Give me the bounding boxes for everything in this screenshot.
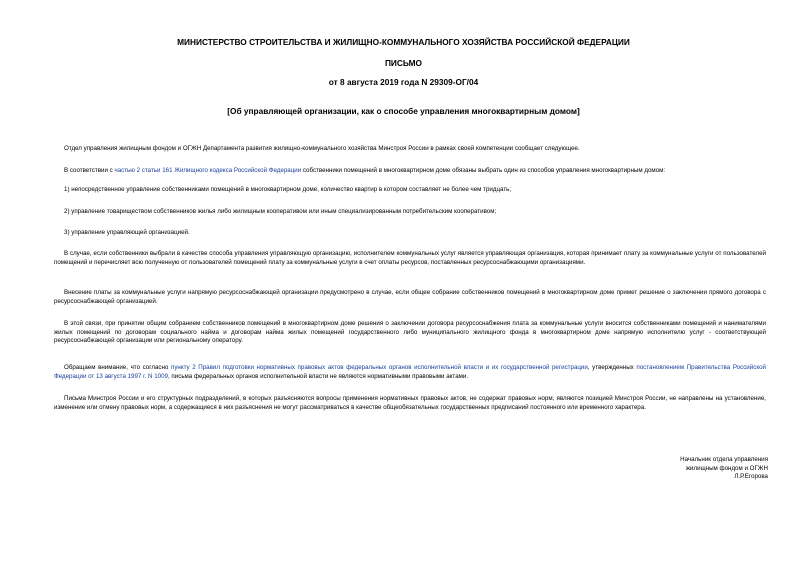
signature-position-line2: жилищным фондом и ОГЖН [685, 464, 768, 472]
paragraph-text: Обращаем внимание, что согласно [64, 364, 171, 371]
ministry-title: МИНИСТЕРСТВО СТРОИТЕЛЬСТВА И ЖИЛИЩНО-КОММУНАЛЬНОГО ХОЗЯЙСТВА РОССИЙСКОЙ ФЕДЕРАЦИИ [177, 37, 630, 47]
paragraph-text: , утвержденных [587, 364, 637, 371]
signature-name: Л.Р.Егорова [734, 473, 768, 481]
paragraph-intro: Отдел управления жилищным фондом и ОГЖН Департамента развития жилищно-коммунального хозяйства Минстроя России в рамках своей компетенции сообщает следующее. [64, 145, 580, 152]
document-type: ПИСЬМО [384, 58, 423, 68]
housing-code-link[interactable]: частью 2 статьи 161 Жилищного кодекса Российской Федерации [114, 167, 302, 174]
paragraph-letters-explanation: Письма Минстроя России и его структурных подразделений, в которых разъясняются вопросы применения нормативных правовых актов, не содержат правовых норм, являются позицией Минстроя России, не направлены на установление, изменение или отмену правовых норм, а содержащиеся в них разъяснения не могут рассматриваться в качестве общеобязательных государственных предписаний постоянного или временного характера. [54, 395, 766, 411]
paragraph-legal-basis [54, 167, 766, 176]
paragraph-utility-payments: В случае, если собственники выбрали в качестве способа управления управляющую организацию, исполнителем коммунальных услуг является управляющая организация, которая принимает плату за коммунальные услуги от пользователей помещений и перечисляет всю полученную от пользователей помещений плату за коммунальные услуги в счет оплаты ресурсов, поставленных ресурсоснабжающими организациями. [54, 250, 766, 266]
paragraph-direct-payment: Внесение платы за коммунальные услуги напрямую ресурсоснабжающей организации предусмотрено в случае, если общее собрание собственников помещений в многоквартирном доме примет решение о заключении прямого договора с ресурсоснабжающей организацией. [54, 289, 766, 305]
rules-link[interactable]: пункту 2 Правил подготовки нормативных правовых актов федеральных органов исполнительной власти и их государственной регистрации [170, 364, 588, 371]
document-subject: [Об управляющей организации, как о способе управления многоквартирным домом] [227, 106, 580, 116]
signature-position-line1: Начальник отдела управления [680, 456, 768, 463]
paragraph-text: собственники помещений в многоквартирном доме обязаны выбрать один из способов управления многоквартирным домом: [301, 167, 666, 174]
document-date-number: от 8 августа 2019 года N 29309-ОГ/04 [328, 77, 479, 87]
list-item-hoa-management: 2) управление товариществом собственников жилья либо жилищным кооперативом или иным специализированным потребительским кооперативом; [64, 208, 497, 215]
paragraph-text: В соответствии с [64, 167, 115, 174]
paragraph-text: , письма федеральных органов исполнительной власти не являются нормативными правовыми актами. [167, 372, 469, 380]
paragraph-legal-status [54, 364, 766, 381]
paragraph-resource-supply: В этой связи, при принятии общим собранием собственников помещений в многоквартирном доме решения о заключении договора ресурсоснабжения плата за коммунальные услуги вносится собственниками помещений и нанимателями жилых помещений по договорам социального найма и договорам найма жилых помещений государственного либо муниципального жилищного фонда в многоквартирном доме напрямую исполнителю услуг - соответствующей ресурсоснабжающей организации или региональному оператору. [54, 320, 766, 345]
signature-block [680, 456, 768, 482]
government-resolution-link[interactable]: постановлением Правительства Российской Федерации от 13 августа 1997 г. N 1009 [54, 364, 766, 380]
list-item-direct-management: 1) непосредственное управление собственниками помещений в многоквартирном доме, количество квартир в котором составляет не более чем тридцать; [64, 186, 512, 193]
list-item-management-company: 3) управление управляющей организацией. [64, 229, 190, 236]
